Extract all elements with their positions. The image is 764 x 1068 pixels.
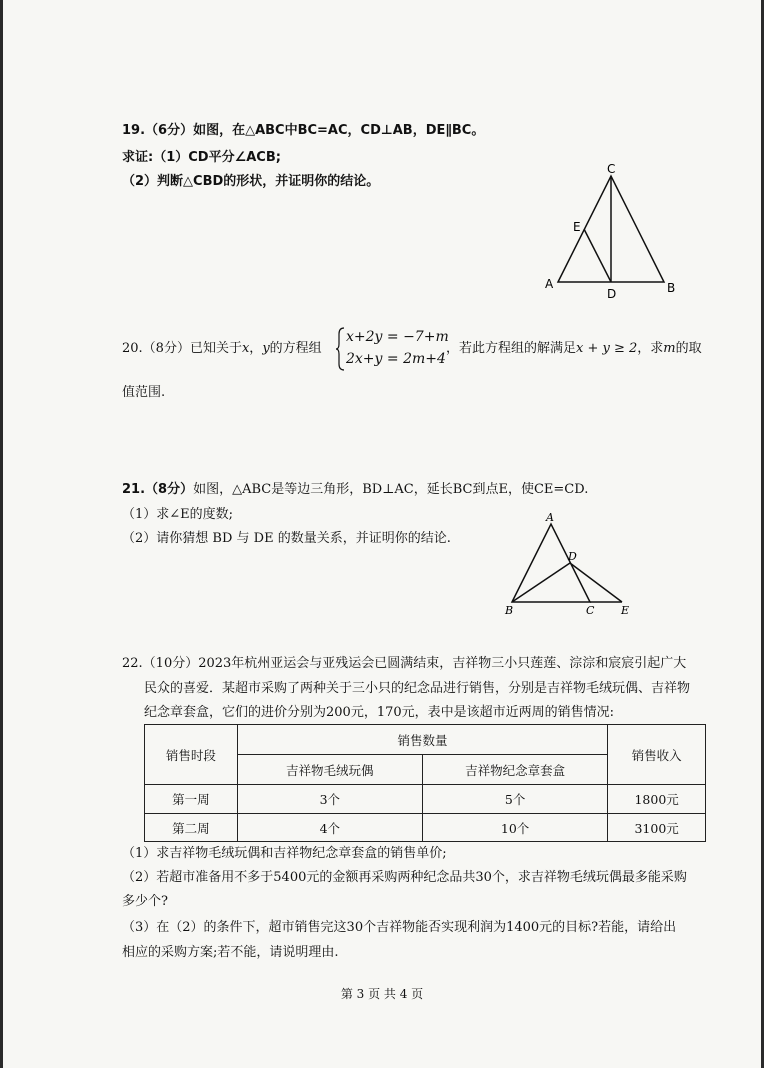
left-scan-edge — [0, 0, 3, 1068]
q20-prefix: 20.（8分）已知关于 — [122, 341, 242, 356]
row1-revenue: 1800元 — [608, 785, 706, 814]
q22-part1: （1）求吉祥物毛绒玩偶和吉祥物纪念章套盒的销售单价; — [122, 846, 447, 861]
q21-part1: （1）求∠E的度数; — [122, 507, 234, 522]
label-b: B — [505, 604, 514, 617]
q20-eq2: 2x+y = 2m+4 — [346, 351, 446, 367]
row2-period: 第二周 — [145, 814, 238, 842]
q21-triangle-figure — [500, 508, 640, 618]
row1-plush: 3个 — [237, 785, 422, 814]
q22-part3a: （3）在（2）的条件下，超市销售完这30个吉祥物能否实现利润为1400元的目标?若能，请给出 — [122, 920, 677, 935]
q22-line2: 民众的喜爱．某超市采购了两种关于三小只的纪念品进行销售，分别是吉祥物毛绒玩偶、吉祥物 — [144, 681, 691, 696]
q20-inequality: x + y ≥ 2 — [576, 341, 638, 356]
segment-bd — [512, 563, 570, 602]
q19-prove: 求证:（1）CD平分∠ACB; — [122, 150, 281, 165]
label-c: C — [586, 604, 595, 617]
q20-var-y: y — [262, 341, 270, 356]
triangle-abc — [512, 524, 590, 602]
brace-icon — [336, 326, 346, 372]
segment-de — [570, 563, 622, 602]
q21-header — [122, 481, 588, 499]
q20-line2: 值范围. — [122, 385, 166, 400]
q21-header-text: 如图，△ABC是等边三角形，BD⊥AC，延长BC到点E，使CE=CD. — [193, 482, 589, 497]
row2-plush: 4个 — [237, 814, 422, 842]
row1-period: 第一周 — [145, 785, 238, 814]
table-row — [145, 814, 706, 842]
label-e: E — [573, 220, 581, 234]
q20-after: ，若此方程组的解满足 — [446, 341, 577, 356]
q21-header-prefix: 21.（8分） — [122, 482, 194, 497]
q19-triangle-figure — [540, 160, 690, 305]
table-row — [145, 785, 706, 814]
row2-badge: 10个 — [422, 814, 607, 842]
subheader-plush: 吉祥物毛绒玩偶 — [237, 755, 422, 785]
header-quantity: 销售数量 — [237, 725, 608, 755]
q20-line1-start — [122, 340, 322, 358]
label-b: B — [667, 281, 676, 295]
label-a: A — [546, 511, 554, 524]
q20-comma: ， — [249, 341, 263, 356]
q19-header: 19.（6分）如图，在△ABC中BC=AC，CD⊥AB，DE∥BC。 — [122, 123, 485, 138]
q21-part2: （2）请你猜想 BD 与 DE 的数量关系，并证明你的结论. — [122, 531, 451, 546]
page-footer: 第 3 页 共 4 页 — [340, 987, 424, 1001]
q20-var-x: x — [241, 341, 250, 356]
label-e: E — [621, 604, 630, 617]
row2-revenue: 3100元 — [608, 814, 706, 842]
q22-line3: 纪念章套盒，它们的进价分别为200元，170元，表中是该超市近两周的销售情况: — [144, 705, 615, 720]
label-d: D — [607, 287, 617, 301]
label-c: C — [607, 162, 616, 176]
q22-line1: 22.（10分）2023年杭州亚运会与亚残运会已圆满结束，吉祥物三小只莲莲、淙淙和宸宸引起广大 — [122, 656, 687, 671]
q20-ask: ，求 — [637, 341, 664, 356]
row1-badge: 5个 — [422, 785, 607, 814]
label-a: A — [545, 277, 554, 291]
q22-part2b: 多少个? — [122, 894, 168, 909]
q20-var-m: m — [663, 341, 676, 356]
q20-line1-end — [446, 340, 702, 358]
q20-eq1: x+2y = −7+m — [346, 329, 449, 345]
q20-tail: 的取 — [675, 341, 702, 356]
subheader-badge: 吉祥物纪念章套盒 — [422, 755, 607, 785]
header-period: 销售时段 — [145, 725, 238, 785]
header-revenue: 销售收入 — [608, 725, 706, 785]
sales-table — [144, 724, 706, 842]
q22-part3b: 相应的采购方案;若不能，请说明理由. — [122, 945, 339, 960]
q19-part2: （2）判断△CBD的形状，并证明你的结论。 — [122, 174, 380, 189]
label-d: D — [568, 550, 577, 563]
q22-part2a: （2）若超市准备用不多于5400元的金额再采购两种纪念品共30个，求吉祥物毛绒玩偶最多能采购 — [122, 870, 687, 885]
q20-mid: 的方程组 — [269, 341, 322, 356]
segment-de — [584, 229, 611, 282]
